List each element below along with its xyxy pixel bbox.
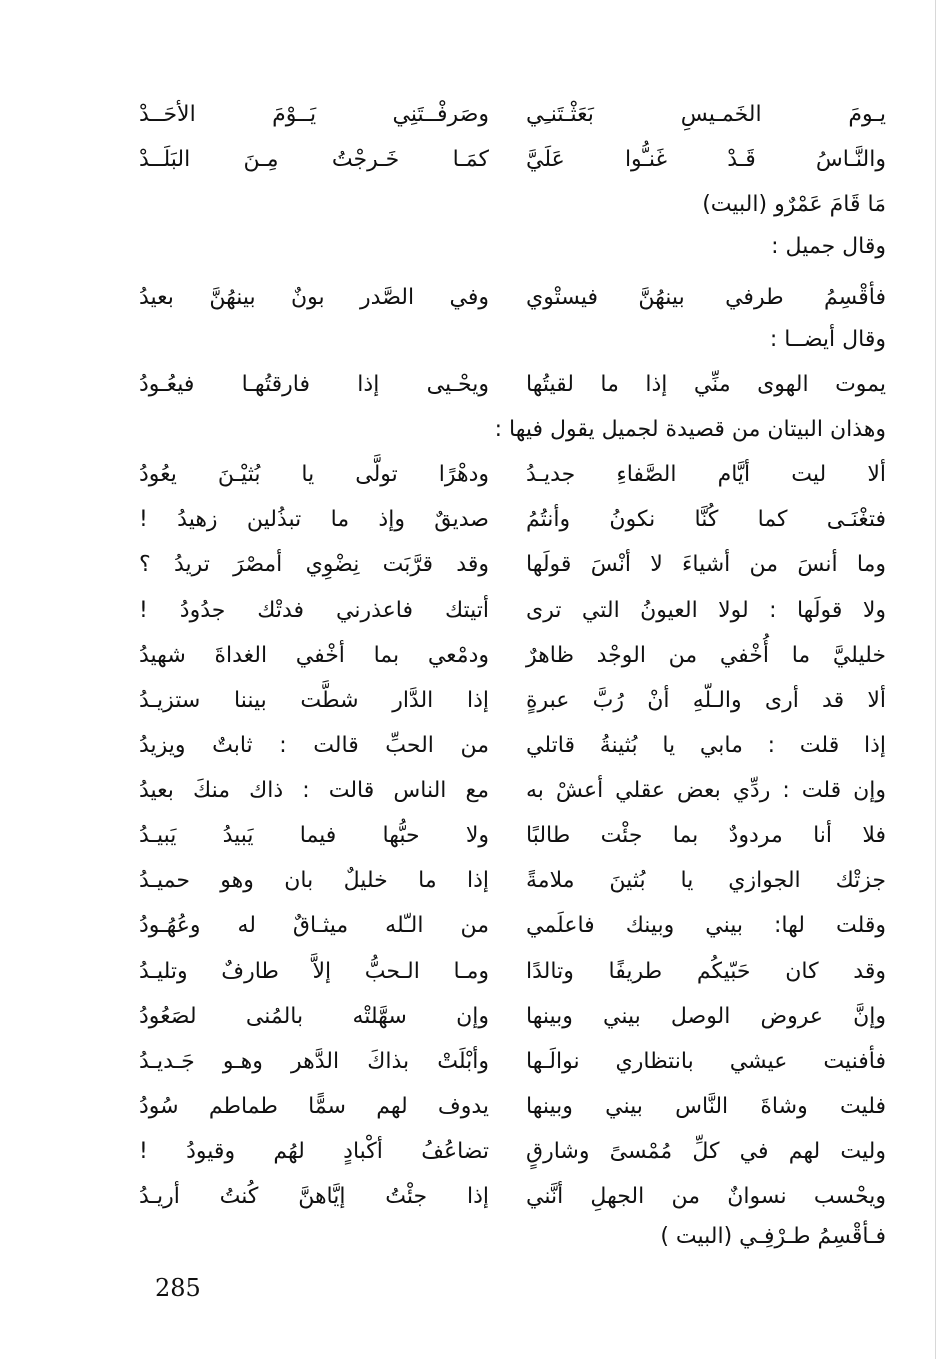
verse-first-hemistich: جزتْك الجوازي يا بُثينَ ملامةً: [526, 868, 886, 893]
verse-second-hemistich: من الـّله ميثـاقٌ له وعُهُـودُ: [139, 913, 489, 938]
verse-first-hemistich: وقد كان حَبّيكُم طريفًا وتالدًا: [526, 959, 886, 984]
prose-line: مَا قَامَ عَمْرٌو (البيت): [702, 192, 886, 217]
verse-first-hemistich: فأقْسِمُ طرفي بينهُنَّ فيستْوي: [526, 285, 886, 310]
verse-first-hemistich: وليت لهم في كلِّ مُمْسىً وشارقٍ: [526, 1139, 886, 1164]
verse-first-hemistich: وقلت لها: بيني وبينك فاعلَمي: [526, 913, 886, 938]
verse-first-hemistich: فتغْنَـى كما كُنَّا نكونُ وأنتُمُ: [526, 507, 886, 532]
verse-first-hemistich: إذا قلت : مابي يا بُثينةُ قاتلي: [526, 733, 886, 758]
page-number: 285: [155, 1274, 201, 1302]
verse-first-hemistich: والنَّـاسُ قَـدْ غَنـُّوا عَلَيَّ: [526, 147, 886, 172]
verse-second-hemistich: وإن سهَّلتْه بالمُنى لصَعُودُ: [139, 1004, 489, 1029]
verse-first-hemistich: ألا ليت أيَّام الصَّفاءِ جديـدُ: [526, 462, 886, 487]
prose-line: وقال جميل :: [771, 234, 886, 259]
verse-first-hemistich: يموت الهوى منِّي إذا ما لقيتُها: [526, 372, 886, 397]
verse-second-hemistich: ومـا الـحبُّ إلاَّ طارفٌ وتليـدُ: [139, 959, 489, 984]
verse-second-hemistich: ودمْعي بما أخْفي الغداةَ شهيدُ: [139, 643, 489, 668]
verse-second-hemistich: أتيتك فاعذرني فدتْك جدُودُ !: [139, 598, 489, 623]
scan-margin-line: [935, 0, 936, 1359]
verse-second-hemistich: كمَـا خَـرجْتُ مِـنَ البَلَــدْ: [139, 147, 489, 172]
verse-second-hemistich: وفي الصَّدر بونٌ بينهُنَّ بعيدُ: [139, 285, 489, 310]
verse-second-hemistich: تضاعُفُ أكْبادٍ لهُم وقيودُ !: [139, 1139, 489, 1164]
verse-first-hemistich: ويحْسب نسوانٌ من الجهلِ أنَّني: [526, 1184, 886, 1209]
verse-first-hemistich: فأفنيت عيشي بانتظاري نوالَـها: [526, 1049, 886, 1074]
verse-second-hemistich: وقد قرَّبَت نِضْوِي أمصْرَ تريدُ ؟: [139, 552, 489, 577]
verse-second-hemistich: ولا حبُّها فيما يَبيدُ يَبيـدُ: [139, 823, 489, 848]
verse-first-hemistich: ولا قولَها : لولا العيونُ التي ترى: [526, 598, 886, 623]
verse-second-hemistich: وصَرفْــتَنِي يَــوْمَ الأحَــدْ: [139, 102, 489, 127]
verse-first-hemistich: وما أنسَ من أشياءَ لا أنْسَ قولَها: [526, 552, 886, 577]
verse-second-hemistich: وأبْلَتْ بذاكَ الدَّهر وهـو جَـديـدُ: [139, 1049, 489, 1074]
verse-second-hemistich: ودهْرًا تولَّى يا بُثيْـنَ يعُودُ: [139, 462, 489, 487]
verse-first-hemistich: فلا أنا مردودٌ بما جئْت طالبًا: [526, 823, 886, 848]
verse-second-hemistich: مع الناس قالت : ذاك منكَ بعيدُ: [139, 778, 489, 803]
verse-second-hemistich: من الحبِّ قالت : ثابتٌ ويزيدُ: [139, 733, 489, 758]
verse-first-hemistich: فليت وشاةَ النَّاس بيني وبينها: [526, 1094, 886, 1119]
verse-second-hemistich: إذا الدَّار شطَّت بيننا ستزيـدُ: [139, 688, 489, 713]
verse-first-hemistich: خليليَّ ما أُخْفي من الوجْد ظاهرٌ: [526, 643, 886, 668]
verse-second-hemistich: يدوف لهم سمًّا طماطم سُودُ: [139, 1094, 489, 1119]
verse-first-hemistich: وإنَّ عروض الوصل بيني وبينها: [526, 1004, 886, 1029]
verse-second-hemistich: إذا ما خليلٌ بان وهو حميـدُ: [139, 868, 489, 893]
prose-line: فـأقْسِمُ طـرْفِـي (البيت ): [660, 1224, 886, 1249]
verse-second-hemistich: صديقٌ وإذ ما تبذُلين زهيدُ !: [139, 507, 489, 532]
verse-second-hemistich: إذا جئْتُ إيَّاهنَّ كُنتُ أريـدُ: [139, 1184, 489, 1209]
verse-first-hemistich: وإن قلت : ردِّي بعض عقلي أعشْ به: [526, 778, 886, 803]
prose-line: وقال أيضــا :: [769, 327, 886, 352]
verse-first-hemistich: يـومَ الخَمـيسِ بَعَثْـتَنـِي: [526, 102, 886, 127]
verse-first-hemistich: ألا قد أرى والـلّهِ أنْ رُبَّ عبرةٍ: [526, 688, 886, 713]
prose-line: وهذان البيتان من قصيدة لجميل يقول فيها :: [494, 417, 886, 442]
verse-second-hemistich: ويحْـيى إذا فارقتُهـا فيعُـودُ: [139, 372, 489, 397]
